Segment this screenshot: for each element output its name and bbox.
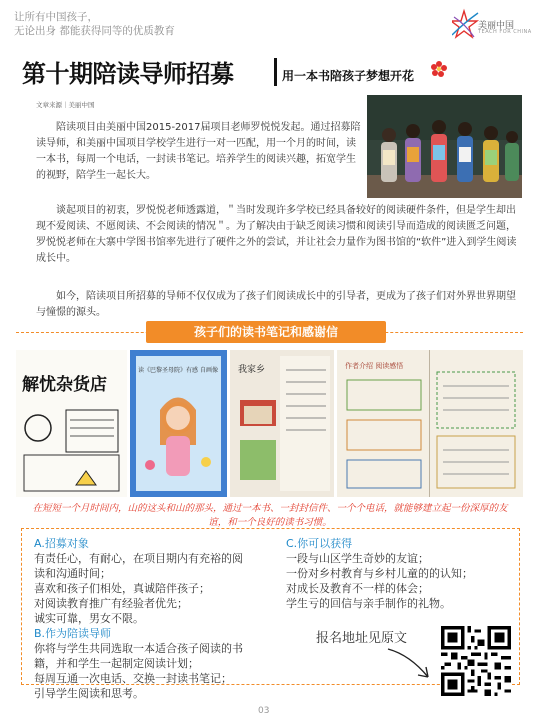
reading-note-image-4 <box>337 350 523 497</box>
paragraph-intro: 陪读项目由美丽中国2015-2017届项目老师罗悦悦发起。通过招募陪读导师，和美丽中国项目学校学生进行一对一匹配，用一个月的时间，读一本书，每周一个电话，一封读书笔记。培养学生的阅读兴趣，拓宽学生的视野，陪学生一起长大。 <box>36 122 361 181</box>
section-c-line: 一段与山区学生奇妙的友谊； <box>286 552 429 565</box>
thumb-1-title: 解忧杂货店 <box>22 375 107 395</box>
section-c-line: 学生亏的回信与亲手制作的礼物。 <box>286 597 451 610</box>
section-b-line: 你将与学生共同选取一本适合孩子阅读的书 <box>34 642 243 655</box>
section-a-line: 诚实可靠，男女不限。 <box>34 612 144 625</box>
reading-note-image-1 <box>16 350 127 497</box>
section-a-line: 有责任心，有耐心，在项目期内有充裕的阅 <box>34 552 243 565</box>
section-c-line: 对成长及教育不一样的体会； <box>286 582 429 595</box>
flower-icon <box>430 60 448 78</box>
paragraph-today: 如今，陪读项目所招募的导师不仅仅成为了孩子们阅读成长中的引导者，更成为了孩子们对外界世界期望与憧憬的源头。 <box>36 291 516 318</box>
arrow-icon <box>384 645 434 683</box>
images-caption: 在短短一个月时间内，山的这头和山的那头，通过一本书、一封封信件、一个个电话，就能够建立起一份深厚的友谊，和一个良好的读书习惯。 <box>32 503 508 528</box>
qr-code[interactable] <box>441 626 511 696</box>
thumb-4-title: 作者介绍 阅读感悟 <box>345 362 404 370</box>
section-b-heading: B.作为陪读导师 <box>34 627 112 640</box>
page-number: 03 <box>258 706 270 716</box>
title-divider <box>274 58 277 86</box>
section-b-line: 引导学生阅读和思考。 <box>34 687 144 700</box>
logo-subtext: TEACH FOR CHINA <box>478 29 532 35</box>
logo-text: 美丽中国 <box>478 21 515 31</box>
section-a-line: 读和沟通时间； <box>34 567 111 580</box>
section-a-line: 对阅读教育推广有经验者优先； <box>34 597 188 610</box>
paragraph-origin: 谈起项目的初衷，罗悦悦老师透露道，＂当时发现许多学校已经具备较好的阅读硬件条件，但是学生却出现不爱阅读、不愿阅读、不会阅读的情况＂。为了解决由于缺乏阅读习惯和阅读引导而造成的阅读匮乏问题，罗悦悦老师在大寨中学图书馆率先进行了硬件之外的尝试，并让社会力量作为图书馆的“软件”进入到学生阅读成长中。 <box>36 205 517 264</box>
section-b-line: 每周互通一次电话、交换一封读书笔记； <box>34 672 232 685</box>
section-b-line: 籍，并和学生一起制定阅读计划； <box>34 657 199 670</box>
slogan-line-2: 无论出身 都能获得同等的优质教育 <box>14 25 175 37</box>
section-a-line: 喜欢和孩子们相处，真诚陪伴孩子； <box>34 582 210 595</box>
students-photo <box>367 95 522 198</box>
signup-note: 报名地址见原文 <box>316 631 408 646</box>
section-c-heading: C.你可以获得 <box>286 537 353 550</box>
recruit-benefits-column <box>286 536 511 611</box>
thumb-2-title: 读《巴黎圣母院》有感 自画像 <box>138 367 218 374</box>
recruit-requirements-column <box>34 536 279 701</box>
section-c-line: 一份对乡村教育与乡村儿童的的认知； <box>286 567 473 580</box>
reading-note-image-2 <box>130 350 227 497</box>
slogan-line-1: 让所有中国孩子， <box>14 11 98 23</box>
article-source: 文章来源｜美丽中国 <box>36 101 95 109</box>
reading-note-image-3 <box>230 350 334 497</box>
section-banner: 孩子们的读书笔记和感谢信 <box>146 321 386 343</box>
thumb-3-title: 我家乡 <box>238 365 266 375</box>
section-a-heading: A.招募对象 <box>34 537 89 550</box>
slogan <box>14 10 175 38</box>
article-subtitle: 用一本书陪孩子梦想开花 <box>282 69 415 83</box>
article-title: 第十期陪读导师招募 <box>22 60 234 88</box>
